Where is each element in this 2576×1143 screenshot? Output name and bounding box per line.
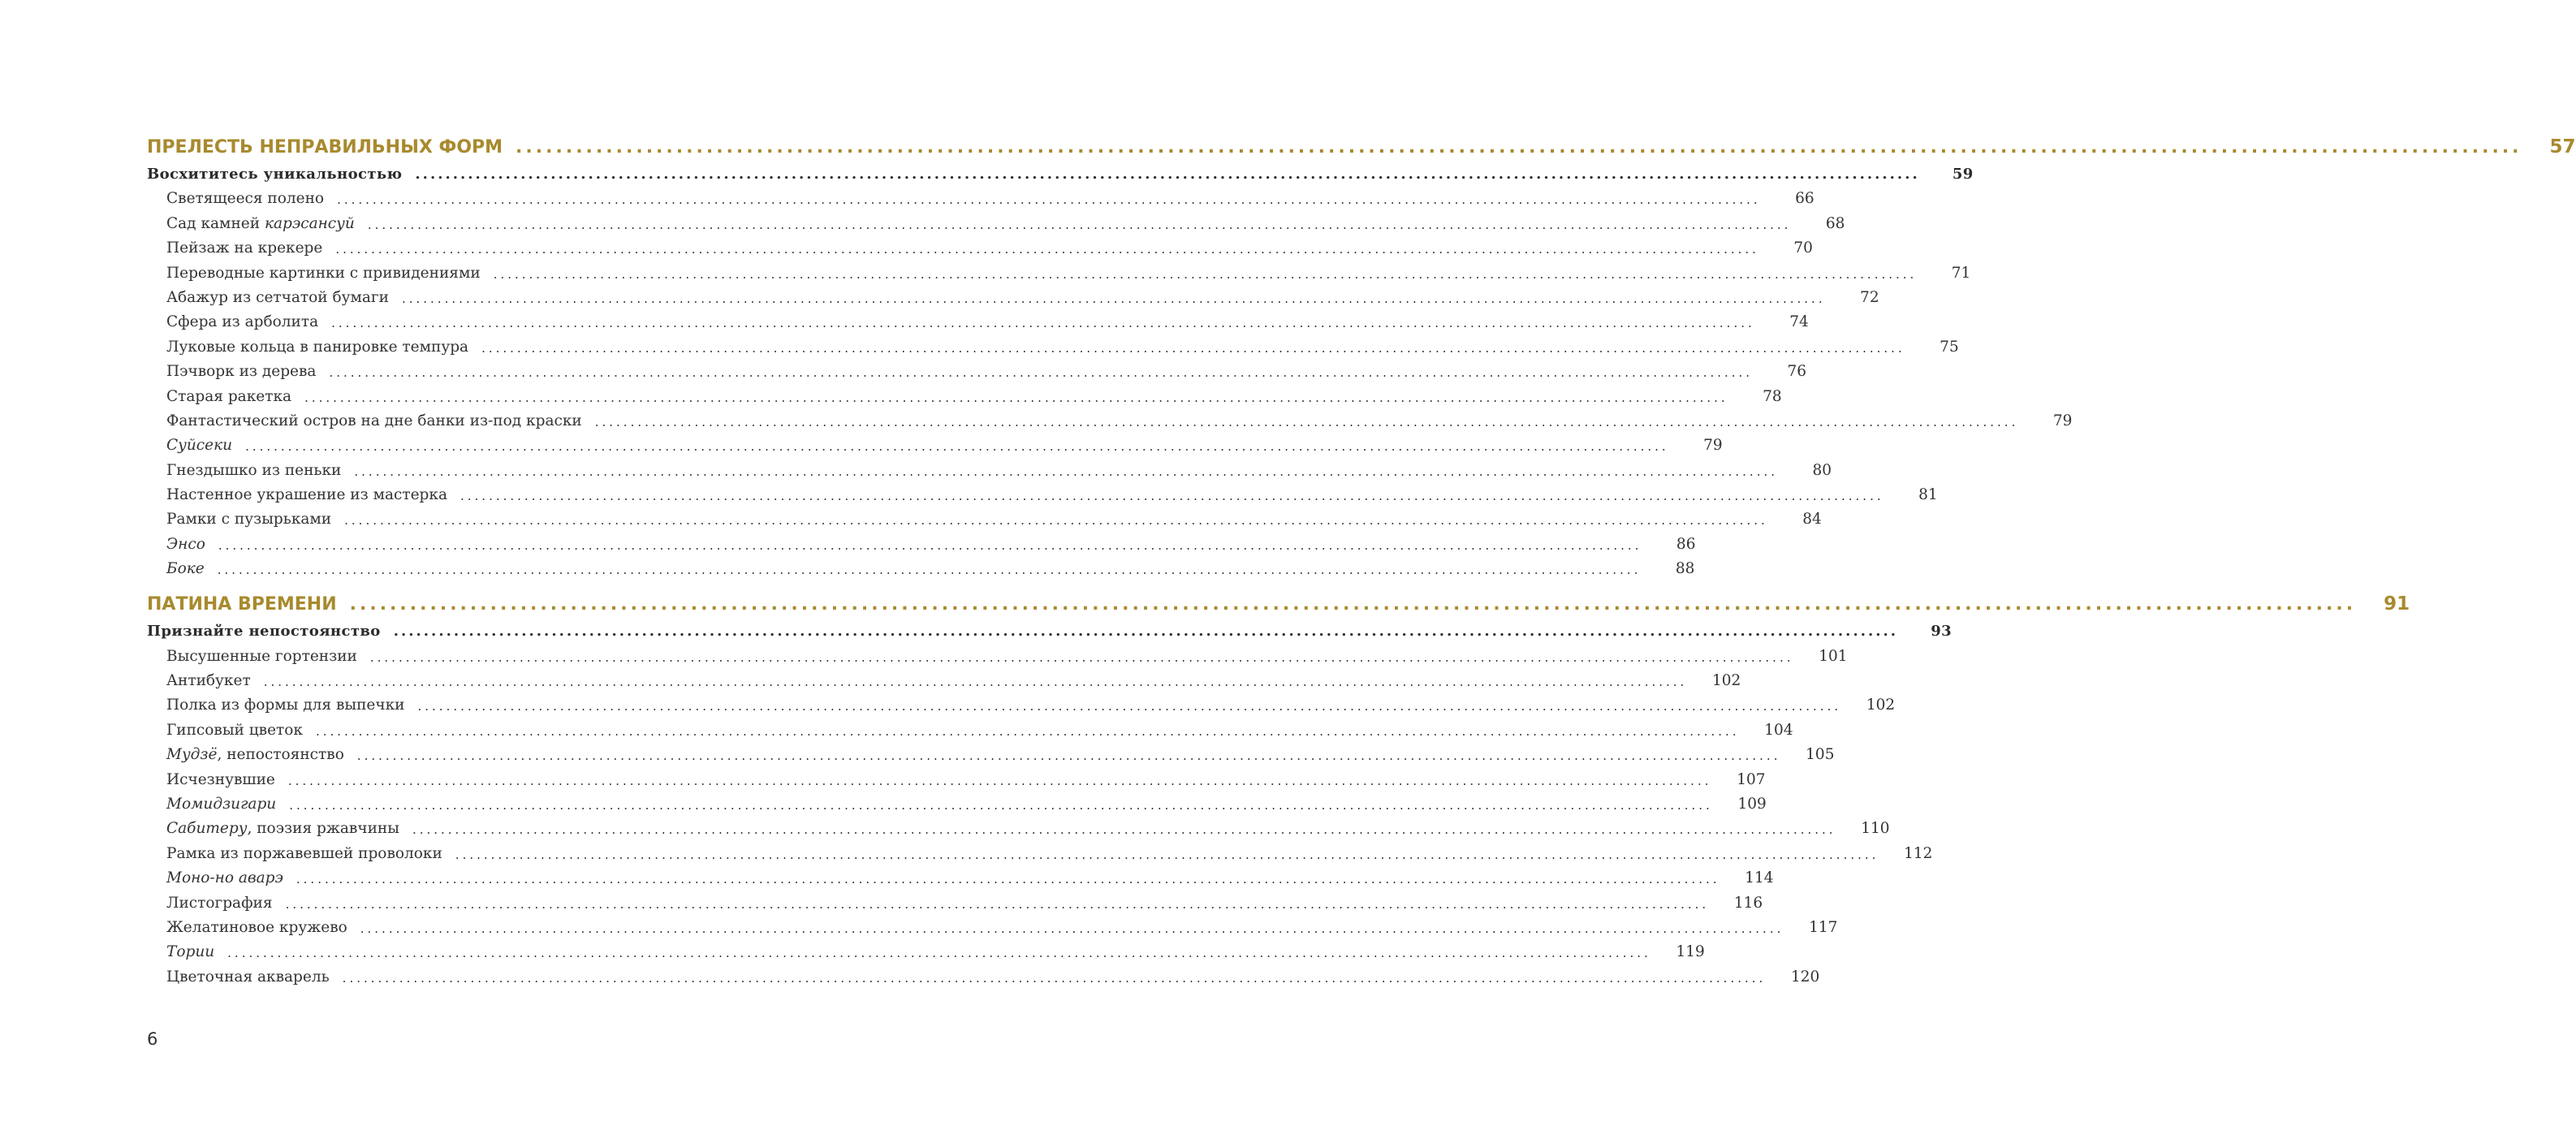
- page-ref: 76: [1787, 363, 1807, 381]
- toc-entry[interactable]: [147, 330, 1959, 356]
- entry-title: [166, 486, 447, 503]
- dot-leader: ........................................................................................................................................................................................................: [367, 217, 1792, 232]
- dot-leader: ........................................................................................................................................................................................................: [263, 675, 1688, 690]
- page-ref: 78: [1763, 387, 1782, 405]
- dot-leader: ........................................................................................................................................................................................................: [354, 464, 1779, 479]
- toc-entry[interactable]: [147, 714, 1793, 739]
- entry-text-part: Пэчворк из дерева: [166, 363, 317, 381]
- dot-leader: ........................................................................................................................................................................................................: [287, 773, 1712, 788]
- page-ref: 101: [1819, 647, 1848, 665]
- entry-text-part: Полка из формы для выпечки: [166, 697, 405, 714]
- entry-title: [166, 363, 316, 380]
- toc-entry[interactable]: [147, 763, 1766, 788]
- page-ref: 84: [1802, 511, 1822, 528]
- page-ref: 93: [1931, 623, 1952, 641]
- entry-title: [166, 746, 344, 763]
- toc-entry[interactable]: [147, 454, 1832, 479]
- dot-leader: ........................................................................................................................................................................................................: [329, 365, 1754, 381]
- toc-entry[interactable]: [147, 640, 1848, 665]
- entry-text-part: Листография: [166, 894, 273, 912]
- toc-entry[interactable]: [147, 503, 1822, 528]
- dot-leader: ........................................................................................................................................................................................................: [594, 414, 2019, 429]
- chapter-heading[interactable]: [147, 157, 1974, 183]
- toc-entry[interactable]: [147, 960, 1820, 986]
- page-ref: 80: [1812, 461, 1832, 479]
- page-ref: 75: [1940, 338, 1959, 356]
- toc-entry[interactable]: [147, 813, 1890, 838]
- toc-entry[interactable]: [147, 306, 1809, 331]
- table-of-contents: [147, 130, 2576, 995]
- entry-text-part: Высушенные гортензии: [166, 647, 357, 665]
- toc-entry[interactable]: [147, 479, 1938, 504]
- page-ref: 91: [2384, 593, 2410, 615]
- entry-text-part: Рамка из поржавевшей проволоки: [166, 844, 442, 862]
- entry-text-part: Фантастический остров на дне банки из-под краски: [166, 412, 582, 429]
- dot-leader: ........................................................................................................................................................................................................: [369, 649, 1794, 665]
- page-ref: 57: [2549, 136, 2576, 157]
- toc-entry[interactable]: [147, 429, 1723, 455]
- entry-title: [166, 190, 324, 207]
- entry-title: [166, 845, 442, 862]
- page-ref: 81: [1918, 486, 1938, 504]
- dot-leader: ........................................................................................................................................................................................................: [360, 921, 1784, 936]
- entry-text-part: Исчезнувшие: [166, 770, 275, 788]
- chapter-title: Признайте непостоянство: [147, 623, 381, 641]
- entry-text-part: Гипсовый цветок: [166, 721, 303, 739]
- toc-entry[interactable]: [147, 356, 1807, 381]
- page-ref: 116: [1733, 894, 1763, 912]
- toc-entry[interactable]: [147, 528, 1696, 553]
- dot-leader: ........................................................................................................................................................................................................: [415, 166, 1920, 183]
- entry-title: [166, 388, 291, 405]
- entry-title: [166, 536, 205, 553]
- part-title: ПАТИНА ВРЕМЕНИ: [147, 594, 337, 615]
- page-ref: 105: [1806, 746, 1835, 764]
- entry-title: [166, 265, 481, 282]
- dot-leader: ........................................................................................................................................................................................................: [401, 291, 1826, 306]
- toc-entry[interactable]: [147, 282, 1879, 306]
- dot-leader: ........................................................................................................................................................................................................: [285, 896, 1710, 912]
- page-ref: 104: [1764, 721, 1793, 739]
- entry-text-part: Рамки с пузырьками: [166, 511, 332, 528]
- page-ref: 102: [1712, 672, 1741, 690]
- dot-leader: ........................................................................................................................................................................................................: [481, 340, 1905, 356]
- page-ref: 102: [1866, 697, 1896, 714]
- entry-title: [166, 560, 205, 577]
- entry-title: [166, 511, 331, 528]
- dot-leader: ........................................................................................................................................................................................................: [417, 699, 1842, 714]
- entry-text-part: Антибукет: [166, 672, 251, 690]
- dot-leader: ........................................................................................................................................................................................................: [493, 266, 1918, 282]
- page-ref: 117: [1809, 918, 1838, 936]
- page-ref: 70: [1793, 239, 1813, 257]
- entry-text-part: Моно-но аварэ: [166, 869, 283, 887]
- dot-leader: ........................................................................................................................................................................................................: [342, 970, 1767, 986]
- page-ref: 114: [1745, 869, 1774, 887]
- dot-leader: ........................................................................................................................................................................................................: [289, 797, 1713, 813]
- dot-leader: ........................................................................................................................................................................................................: [337, 192, 1761, 208]
- dot-leader: ........................................................................................................................................................................................................: [331, 316, 1755, 331]
- entry-text-part: Суйсеки: [166, 437, 233, 455]
- entry-text-part: Сад камней: [166, 214, 265, 232]
- entry-title: [166, 697, 405, 714]
- page-ref: 109: [1737, 795, 1767, 813]
- entry-title: [166, 919, 347, 936]
- entry-text-part: Сфера из арболита: [166, 313, 319, 331]
- entry-title: [166, 462, 341, 479]
- page-ref: 107: [1737, 770, 1766, 788]
- page-ref: 74: [1789, 313, 1809, 331]
- entry-title: [166, 869, 283, 886]
- page-ref: 59: [1952, 166, 1974, 183]
- entry-title: [166, 895, 273, 912]
- toc-section: [147, 130, 2576, 578]
- entry-text-part: Энсо: [166, 535, 205, 553]
- dot-leader: ........................................................................................................................................................................................................: [460, 489, 1884, 504]
- dot-leader: ........................................................................................................................................................................................................: [296, 872, 1720, 887]
- toc-entry[interactable]: [147, 936, 1705, 961]
- toc-entry[interactable]: [147, 405, 2073, 429]
- dot-leader: ........................................................................................................................................................................................................: [393, 623, 1899, 641]
- entry-text-part: Луковые кольца в панировке темпура: [166, 338, 469, 356]
- entry-title: [166, 339, 468, 356]
- page-ref: 72: [1860, 288, 1879, 306]
- dot-leader: ........................................................................................................................................................................................................: [516, 137, 2522, 157]
- dot-leader: ........................................................................................................................................................................................................: [245, 439, 1669, 455]
- dot-leader: ........................................................................................................................................................................................................: [335, 242, 1759, 257]
- page-ref: 88: [1675, 560, 1695, 578]
- part-heading[interactable]: [147, 130, 2576, 157]
- page-ref: 68: [1825, 214, 1845, 232]
- entry-text-part: Желатиновое кружево: [166, 918, 347, 936]
- entry-text-part: Абажур из сетчатой бумаги: [166, 288, 389, 306]
- entry-text-part: , непостоянство: [217, 746, 344, 764]
- entry-title: [166, 943, 214, 960]
- dot-leader: ........................................................................................................................................................................................................: [412, 822, 1836, 838]
- toc-entry[interactable]: [147, 689, 1896, 714]
- dot-leader: ........................................................................................................................................................................................................: [217, 563, 1642, 578]
- dot-leader: ........................................................................................................................................................................................................: [356, 748, 1781, 764]
- page-ref: 120: [1790, 968, 1820, 986]
- entry-title: [166, 215, 355, 232]
- toc-entry[interactable]: [147, 183, 1814, 208]
- entry-title: [166, 672, 251, 689]
- dot-leader: ........................................................................................................................................................................................................: [227, 946, 1651, 961]
- entry-text-part: Светящееся полено: [166, 190, 325, 208]
- page-ref: 79: [2052, 412, 2073, 429]
- dot-leader: ........................................................................................................................................................................................................: [304, 390, 1728, 405]
- entry-text-part: карэсансуй: [264, 214, 355, 232]
- entry-title: [166, 820, 399, 837]
- entry-title: [166, 968, 330, 986]
- dot-leader: ........................................................................................................................................................................................................: [349, 594, 2357, 615]
- entry-text-part: , поэзия ржавчины: [247, 820, 399, 838]
- entry-title: [166, 722, 303, 739]
- dot-leader: ........................................................................................................................................................................................................: [315, 723, 1740, 739]
- entry-text-part: Пейзаж на крекере: [166, 239, 323, 257]
- entry-text-part: Сабитеру: [166, 820, 248, 838]
- entry-title: [166, 437, 232, 454]
- toc-entry[interactable]: [147, 380, 1782, 405]
- toc-section: [147, 587, 2410, 986]
- entry-title: [166, 796, 276, 813]
- entry-text-part: Цветочная акварель: [166, 968, 330, 986]
- entry-text-part: Тории: [166, 943, 215, 961]
- page-ref: 71: [1951, 264, 1971, 282]
- entry-text-part: Момидзигари: [166, 795, 277, 813]
- page-ref: 110: [1861, 820, 1890, 838]
- entry-text-part: Настенное украшение из мастерка: [166, 486, 447, 504]
- entry-title: [166, 289, 389, 306]
- dot-leader: ........................................................................................................................................................................................................: [218, 537, 1642, 553]
- toc-entry[interactable]: [147, 207, 1845, 232]
- entry-title: [166, 239, 322, 257]
- page-ref: 86: [1676, 535, 1696, 553]
- toc-entry[interactable]: [147, 739, 1835, 764]
- dot-leader: ........................................................................................................................................................................................................: [455, 847, 1879, 862]
- part-heading[interactable]: [147, 587, 2410, 615]
- chapter-title: Восхититесь уникальностью: [147, 166, 403, 183]
- entry-text-part: Боке: [166, 560, 205, 578]
- toc-entry[interactable]: [147, 837, 1933, 862]
- entry-text-part: Старая ракетка: [166, 387, 292, 405]
- toc-entry[interactable]: [147, 912, 1838, 936]
- toc-entry[interactable]: [147, 886, 1763, 912]
- toc-entry[interactable]: [147, 788, 1767, 813]
- entry-title: [166, 771, 275, 788]
- part-title: ПРЕЛЕСТЬ НЕПРАВИЛЬНЫХ ФОРМ: [147, 137, 503, 157]
- page-ref: 79: [1703, 437, 1723, 455]
- entry-title: [166, 313, 318, 330]
- entry-text-part: Мудзё: [166, 746, 218, 764]
- toc-entry[interactable]: [147, 232, 1813, 257]
- page-ref: 66: [1795, 190, 1814, 208]
- toc-entry[interactable]: [147, 665, 1741, 690]
- toc-entry[interactable]: [147, 257, 1971, 282]
- entry-title: [166, 412, 582, 429]
- toc-entry[interactable]: [147, 553, 1695, 578]
- dot-leader: ........................................................................................................................................................................................................: [344, 513, 1768, 528]
- entry-title: [166, 648, 357, 665]
- entry-text-part: Переводные картинки с привидениями: [166, 264, 481, 282]
- page-number: 6: [147, 1029, 158, 1049]
- chapter-heading[interactable]: [147, 615, 1952, 641]
- toc-entry[interactable]: [147, 862, 1774, 887]
- page-ref: 112: [1904, 844, 1933, 862]
- page-ref: 119: [1676, 943, 1705, 961]
- entry-text-part: Гнездышко из пеньки: [166, 461, 342, 479]
